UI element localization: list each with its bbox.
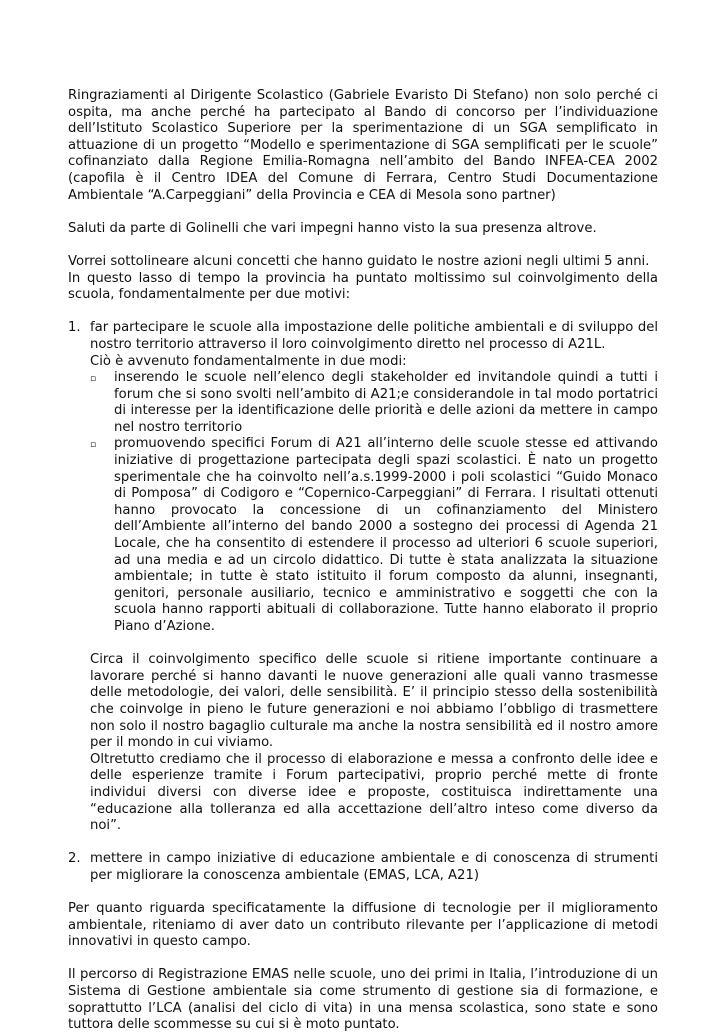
paragraph-greetings: Saluti da parte di Golinelli che vari impegni hanno visto la sua presenza altrove. <box>68 220 597 236</box>
document-page <box>68 88 658 1034</box>
motives-list <box>68 320 658 884</box>
list-number: 2. <box>68 851 81 867</box>
list-item-2-body: mettere in campo iniziative di educazione ambientale e di conoscenza di strumenti per migliorare la conoscenza ambientale (EMAS, LCA, A21) <box>90 851 658 883</box>
paragraph-motives-intro: In questo lasso di tempo la provincia ha puntato moltissimo sul coinvolgimento della scuola, fondamentalmente per due motivi: <box>68 270 658 303</box>
list-item-2 <box>68 851 658 884</box>
list-item-1-after-b: Oltretutto crediamo che il processo di elaborazione e messa a confronto delle idee e delle esperienze tramite i Forum partecipativi, proprio perché mette di fronte individui diversi con diverse idee e proposte, costituisca indirettamente una “educazione alla tolleranza ed alla accettazione dell’altro inteso come diverso da noi”. <box>90 751 658 834</box>
list-number: 1. <box>68 320 81 336</box>
paragraph-technologies: Per quanto riguarda specificatamente la diffusione di tecnologie per il miglioramento ambientale, riteniamo di aver dato un contributo rilevante per l’applicazione di metodi innovativi in questo campo. <box>68 901 658 950</box>
list-item-1-after-a: Circa il coinvolgimento specifico delle scuole si ritiene importante continuare a lavorare perché si hanno davanti le nuove generazioni alle quali vanno trasmesse delle metodologie, dei valori, delle sensibilità. E’ il principio stesso della sostenibilità che coinvolge in pieno le future generazioni e noi abbiamo l’obbligo di trasmettere non solo il nostro bagaglio culturale ma anche la nostra sensibilità ed il nostro amore per il mondo in cui viviamo. <box>90 652 658 751</box>
modes-list <box>68 370 658 636</box>
list-item-1 <box>68 320 658 834</box>
bullet-text: promuovendo specifici Forum di A21 all’interno delle scuole stesse ed attivando iniziative di progettazione partecipata degli spazi scolastici. È nato un progetto sperimentale che ha coinvolto nell’a.s.1999-2000 i poli scolastici “Guido Monaco di Pomposa” di Codigoro e “Copernico-Carpeggiani” di Ferrara. I risultati ottenuti hanno provocato la concessione di un cofinanziamento del Ministero dell’Ambiente all’interno del bando 2000 a sostegno dei processi di Agenda 21 Locale, che ha consentito di estendere il processo ad ulteriori 6 scuole superiori, ad una media e ad un circolo didattico. Di tutte è stata analizzata la situazione ambientale; in tutte è stato istituito il forum composto da alunni, insegnanti, genitori, personale ausiliario, tecnico e amministrativo e soggetti che con la scuola hanno rapporti abituali di collaborazione. Tutte hanno elaborato il proprio Piano d’Azione. <box>114 436 658 634</box>
bullet-icon: ▫ <box>90 440 97 451</box>
list-item-1-body: far partecipare le scuole alla impostazione delle politiche ambientali e di sviluppo del nostro territorio attraverso il loro coinvolgimento diretto nel processo di A21L. <box>90 320 658 352</box>
list-item-1-intro: Ciò è avvenuto fondamentalmente in due modi: <box>90 353 407 369</box>
paragraph-concepts: Vorrei sottolineare alcuni concetti che hanno guidato le nostre azioni negli ultimi 5 anni. <box>68 253 650 269</box>
paragraph-emas: Il percorso di Registrazione EMAS nelle scuole, uno dei primi in Italia, l’introduzione di un Sistema di Gestione ambientale sia come strumento di gestione sia di formazione, e soprattutto l’LCA (analisi del ciclo di vita) in una mensa scolastica, sono state e sono tuttora delle scommesse su cui si è moto puntato. <box>68 967 658 1033</box>
bullet-text: inserendo le scuole nell’elenco degli stakeholder ed invitandole quindi a tutti i forum che si sono svolti nell’ambito di A21;e considerandole in tal modo portatrici di interesse per la identificazione delle priorità e delle azioni da mettere in campo nel nostro territorio <box>114 370 658 435</box>
list-item <box>90 436 658 635</box>
paragraph-thanks: Ringraziamenti al Dirigente Scolastico (Gabriele Evaristo Di Stefano) non solo perché ci ospita, ma anche perché ha partecipato al Bando di concorso per l’individuazione dell’Istituto Scolastico Superiore per la sperimentazione di un SGA semplificato in attuazione di un progetto “Modello e sperimentazione di SGA semplificati per le scuole” cofinanziato dalla Regione Emilia-Romagna nell’ambito del Bando INFEA-CEA 2002 (capofila è il Centro IDEA del Comune di Ferrara, Centro Studi Documentazione Ambientale “A.Carpeggiani” della Provincia e CEA di Mesola sono partner) <box>68 88 658 203</box>
list-item <box>90 370 658 436</box>
bullet-icon: ▫ <box>90 374 97 385</box>
